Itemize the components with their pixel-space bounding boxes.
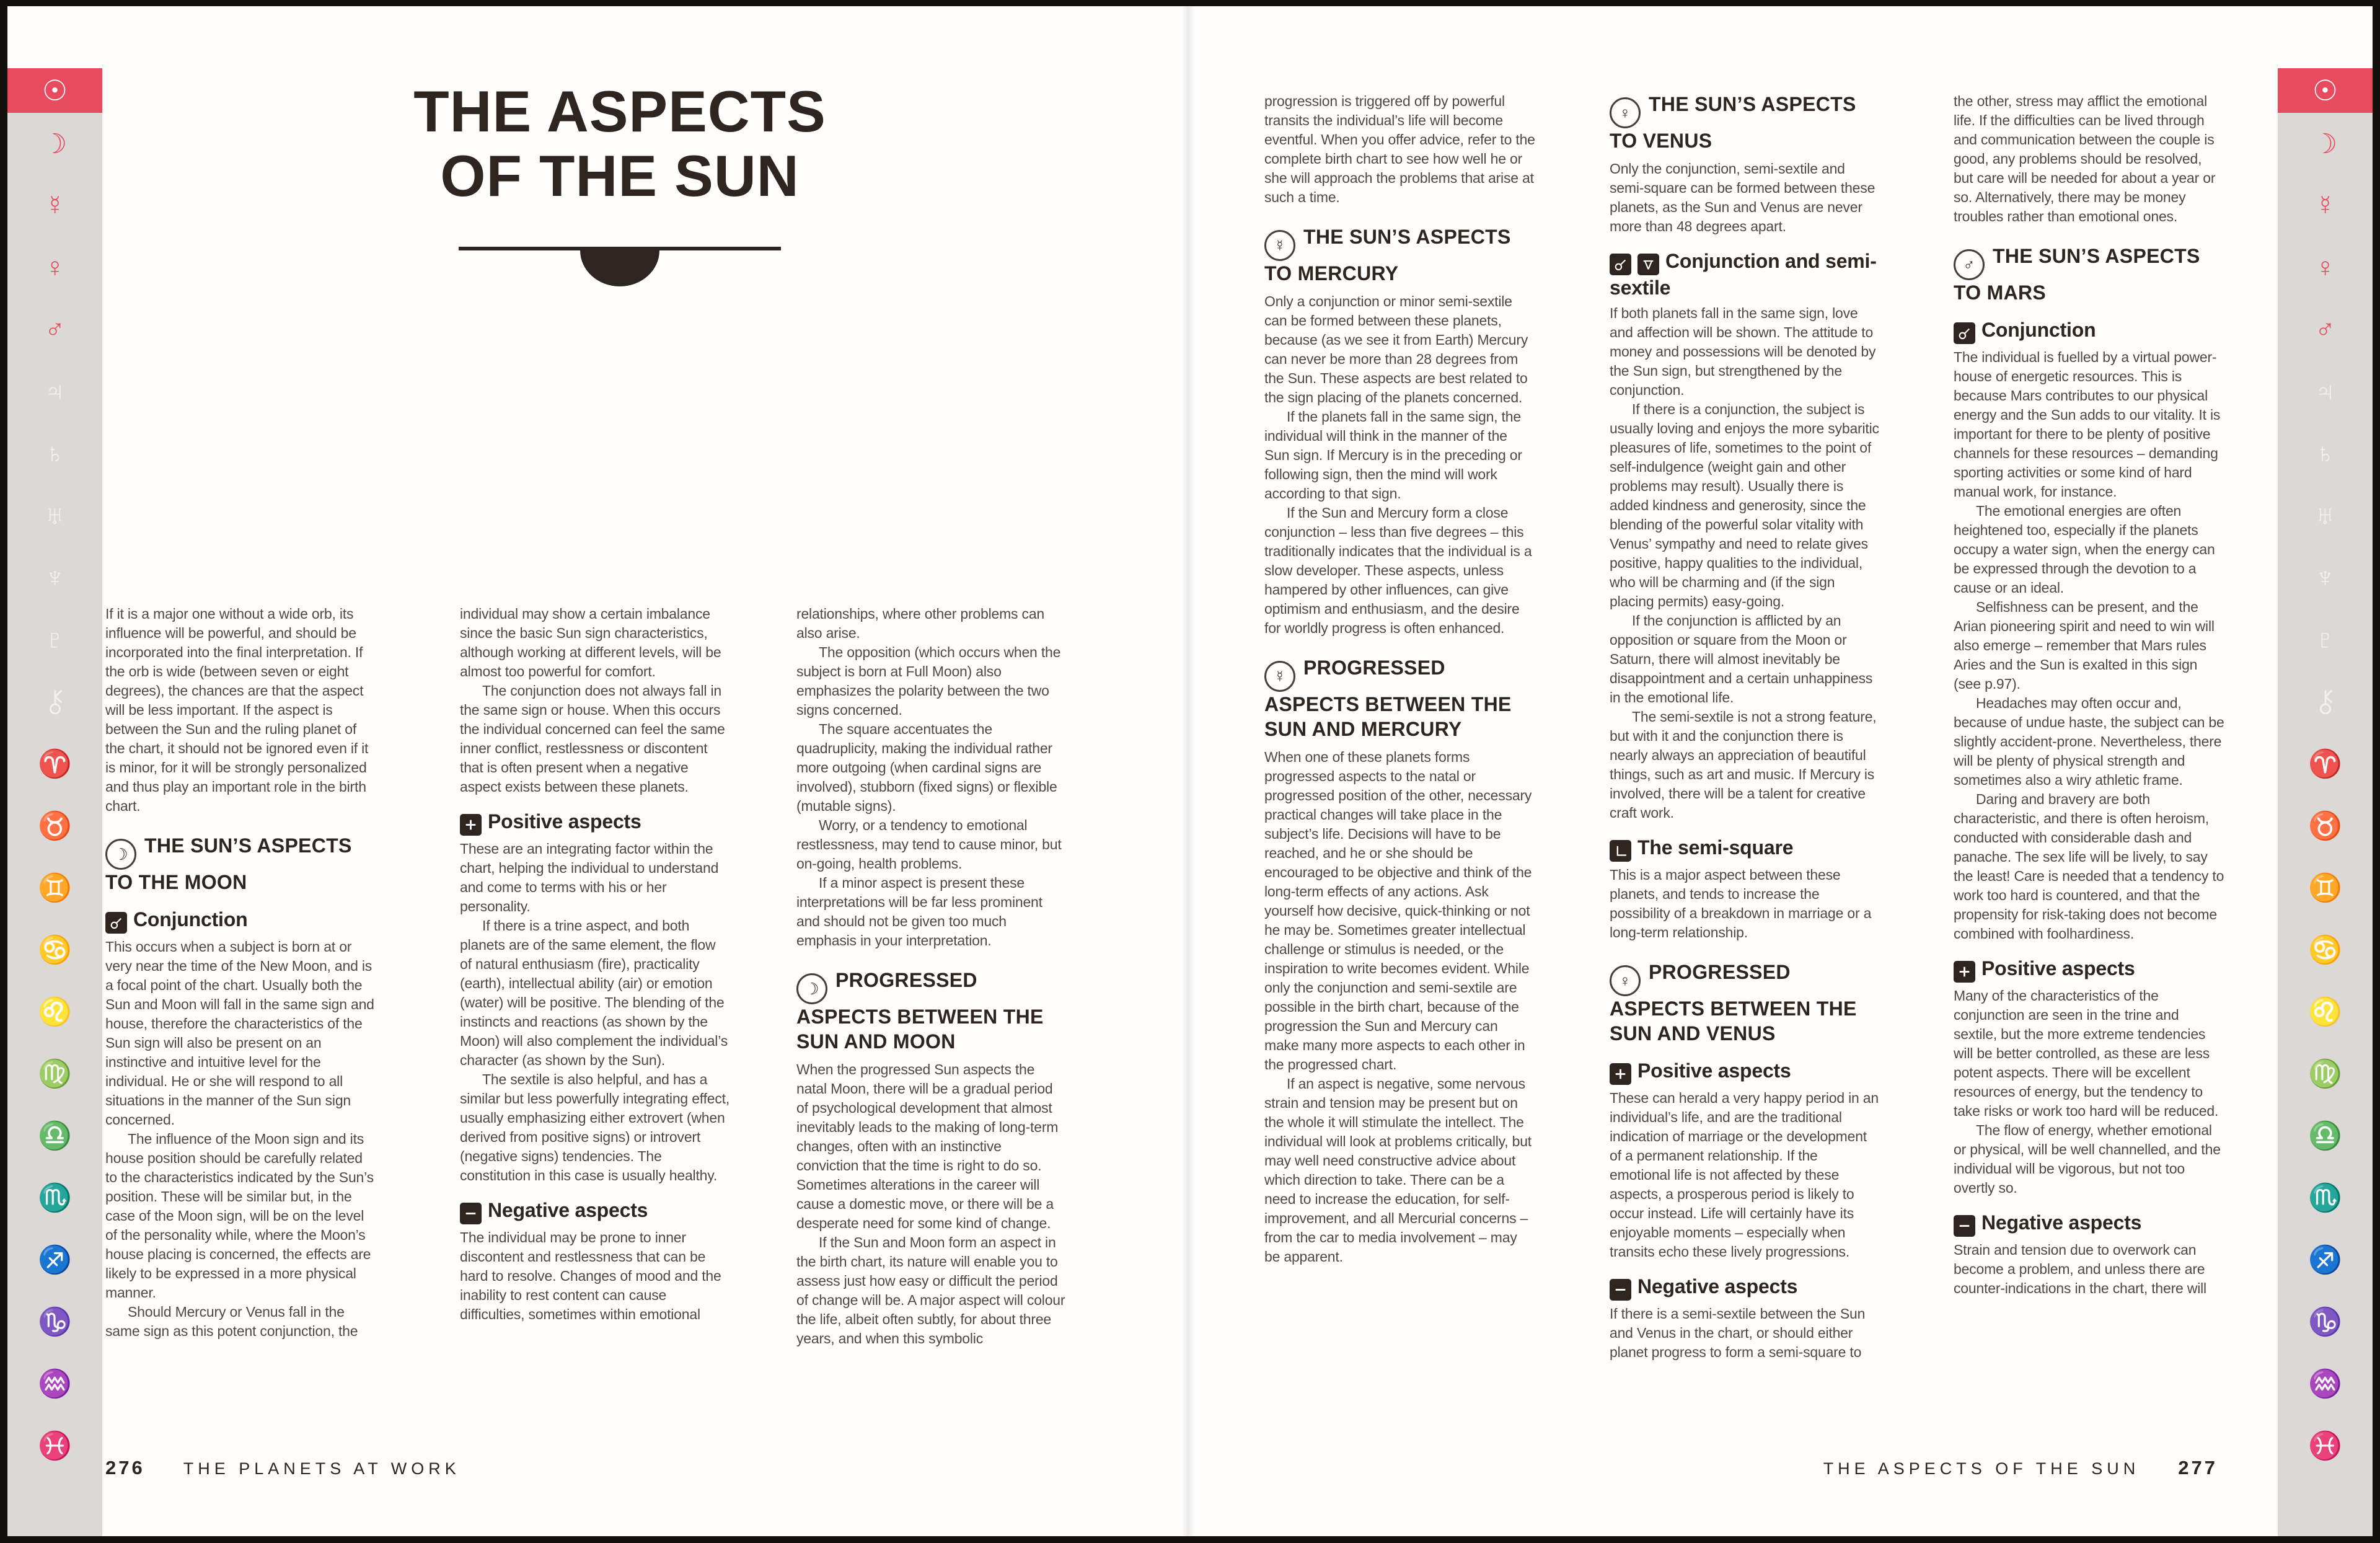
section-heading-label: THE SUN’S ASPECTS TO MARS: [1954, 245, 2200, 304]
paragraph: Only the conjunction, semi-sextile and semi-square can be formed between these planets, as the Sun and Venus are never more than 48 degrees apart.: [1610, 161, 1875, 234]
sidebar-cancer-glyph-icon: ♋: [38, 935, 72, 965]
sidebar-sagittarius-glyph-icon: ♐: [2308, 1245, 2342, 1275]
page-number-right: 277: [2178, 1457, 2218, 1479]
paragraph: If the conjunction is afflicted by an opposition or square from the Moon or Saturn, there will almost inevitably be disappointment and a certain unhappiness in the emotional life.: [1610, 612, 1873, 705]
sidebar-gemini-glyph-icon: ♊: [2308, 873, 2342, 903]
paragraph: The individual may be prone to inner discontent and restlessness that can be hard to resolve. Changes of mood and the inability to rest content can cause difficulties, sometimes within emotional: [460, 1229, 721, 1322]
sidebar-chiron-glyph-icon: [2278, 671, 2373, 733]
paragraph: If the Sun and Moon form an aspect in the birth chart, its nature will enable you to assess just how easy or difficult the period of change will be. A major aspect will colour the life, albeit often subtly, for about three years, and when this symbolic: [796, 1234, 1065, 1346]
minus-aspect-icon: [460, 1203, 482, 1224]
sub-heading: [1610, 1058, 1880, 1085]
sidebar-virgo-glyph-icon: ♍: [38, 1059, 72, 1089]
plus-aspect-icon: [1610, 1063, 1631, 1085]
sidebar-aquarius-glyph-icon: ♒: [2308, 1369, 2342, 1399]
sub-heading: [1610, 1274, 1880, 1301]
sidebar-taurus-glyph-icon: ♉: [38, 811, 72, 841]
section-heading: [1264, 655, 1535, 741]
moon-icon: ☽: [796, 973, 827, 1004]
sub-heading: [460, 809, 731, 836]
conjunction-aspect-icon: [1954, 322, 1975, 344]
sidebar-virgo-glyph-icon: ♍: [2308, 1059, 2342, 1089]
sub-heading: [1954, 1210, 2224, 1237]
sidebar-chiron-glyph-icon: [7, 671, 102, 733]
sidebar-saturn-glyph-icon: ♄: [45, 438, 65, 469]
sidebar-neptune-glyph-icon: ♆: [45, 562, 65, 593]
paragraph: These can herald a very happy period in an individual’s life, and are the traditional indication of marriage or the development of a permanent relationship. If the emotional life is not affected by these aspects, a prosperous period is likely to occur instead. Life will certainly have its enjoyable moments – especially when transits echo these lively progressions.: [1610, 1090, 1879, 1260]
paragraph: If it is a major one without a wide orb, its influence will be powerful, and should be incorporated into the final interpretation. If the orb is wide (between seven or eight degrees), the chances are that the aspect will be less important. If the aspect is between the Sun and the ruling planet of the chart, it should not be ignored even if it is minor, for it will be strongly personalized and thus play an important role in the birth chart.: [105, 606, 369, 814]
sidebar-moon-glyph-icon: ☽: [42, 128, 68, 159]
section-heading: [1264, 224, 1535, 286]
paragraph: The conjunction does not always fall in the same sign or house. When this occurs the individual concerned can feel the same inner conflict, restlessness or discontent that is often present when a negative aspect exists between these planets.: [460, 683, 725, 795]
sidebar-uranus-glyph-icon: ♅: [2315, 500, 2335, 531]
sidebar-leo-glyph-icon: ♌: [38, 997, 72, 1027]
sidebar-saturn-glyph-icon: ♄: [2315, 438, 2335, 469]
sub-heading-label: Conjunction and semi-sextile: [1610, 250, 1877, 299]
sidebar-taurus-glyph-icon: ♉: [2308, 811, 2342, 841]
sidebar-gemini-glyph-icon: ♊: [38, 873, 72, 903]
page-title: [136, 79, 1103, 208]
section-heading: [1610, 92, 1880, 153]
section-heading: [796, 968, 1067, 1054]
paragraph: If the planets fall in the same sign, the individual will think in the manner of the Sun sign. If Mercury is in the preceding or following sign, then the mind will work according to that sign.: [1264, 409, 1522, 502]
sub-heading: [460, 1198, 731, 1224]
sub-heading-label: Conjunction: [133, 908, 248, 931]
conjunction-aspect-icon: [1610, 254, 1631, 275]
sidebar-moon-glyph-icon: ☽: [2312, 128, 2338, 159]
paragraph: If there is a conjunction, the subject is usually loving and enjoys the more sybaritic pleasures of life, sometimes to the point of self-indulgence (weight gain and other problems may result). Usually there is added kindness and generosity, since the blending of the powerful solar vitality with Venus’ sympathy and need to relate gives positive, happy qualities to the individual, who will be charming and (if the sign placing permits) easy-going.: [1610, 401, 1879, 609]
venus-icon: ♀: [1610, 97, 1641, 128]
sub-heading-label: Positive aspects: [488, 810, 641, 833]
paragraph: When one of these planets forms progressed aspects to the natal or progressed position of the other, necessary practical changes will take place in the subject’s life. Decisions will have to be reached, and he or she should be encouraged to be objective and think of the long-term effects of any actions. Ask yourself how decisive, quick-thinking or not he may be. Sometimes greater intellectual challenge or stimulus is needed, or the inspiration to write becomes evident. While only the conjunction and semi-sextile are possible in the birth chart, because of the progression the Sun and Mercury can make many more aspects to each other in the progressed chart.: [1264, 749, 1532, 1072]
page-title-line1: THE ASPECTS: [413, 79, 826, 144]
sidebar-aquarius-glyph-icon: ♒: [38, 1369, 72, 1399]
section-heading-label: THE SUN’S ASPECTS TO VENUS: [1610, 93, 1856, 152]
paragraph: individual may show a certain imbalance since the basic Sun sign characteristics, although working at different levels, will be almost too powerful for comfort.: [460, 606, 721, 679]
section-heading-label: PROGRESSED ASPECTS BETWEEN THE SUN AND MERCURY: [1264, 657, 1512, 740]
sidebar-venus-glyph-icon: ♀: [45, 252, 65, 283]
left-page-column-3: [796, 604, 1067, 1348]
semisextile-aspect-icon: [1637, 254, 1659, 275]
sidebar-pisces-glyph-icon: ♓: [2308, 1431, 2342, 1461]
sidebar-jupiter-glyph-icon: ♃: [45, 376, 65, 407]
paragraph: The individual is fuelled by a virtual power-house of energetic resources. This is because Mars contributes to our physical energy and the Sun adds to our vitality. It is important for there to be plenty of positive channels for these resources – demanding sporting activities or some kind of hard manual work, for instance.: [1954, 349, 2221, 500]
sidebar-capricorn-glyph-icon: ♑: [2308, 1307, 2342, 1337]
sidebar-mars-glyph-icon: ♂: [2315, 314, 2335, 345]
minus-aspect-icon: [1954, 1215, 1975, 1237]
paragraph: If the Sun and Mercury form a close conjunction – less than five degrees – this traditionally indicates that the individual is a slow developer. These aspects, unless hampered by other influences, can give optimism and enthusiasm, and the desire for worldly progress is often enhanced.: [1264, 505, 1532, 636]
title-ornament: [459, 247, 781, 291]
paragraph: If there is a semi-sextile between the Sun and Venus in the chart, or should either planet progress to form a semi-square to: [1610, 1306, 1866, 1360]
sub-heading-label: Positive aspects: [1637, 1059, 1791, 1082]
sub-heading-label: Positive aspects: [1981, 957, 2135, 979]
paragraph: This is a major aspect between these planets, and tends to increase the possibility of a breakdown in marriage or a long-term relationship.: [1610, 867, 1872, 940]
paragraph: This occurs when a subject is born at or very near the time of the New Moon, and is a focal point of the chart. Usually both the Sun and Moon will fall in the same sign and house, therefore the characteristics of the Sun sign will also be present on an instinctive and intuitive level for the individual. He or she will respond to all situations in the manner of the Sun sign concerned.: [105, 939, 374, 1128]
sub-heading: [1610, 835, 1880, 862]
sidebar-right: [2278, 68, 2373, 1536]
ornament-semicircle: [580, 250, 659, 286]
paragraph: When the progressed Sun aspects the natal Moon, there will be a gradual period of psychological development that almost inevitably leads to the making of long-term changes, often with an instinctive conviction that the time is right to do so. Sometimes alterations in the career will cause a domestic move, or there will be a desperate need for some kind of change.: [796, 1061, 1059, 1231]
sidebar-libra-glyph-icon: ♎: [2308, 1121, 2342, 1151]
paragraph: progression is triggered off by powerful transits the individual’s life will become eventful. When you offer advice, refer to the complete birth chart to see how well he or she will approach the problems that arise at such a time.: [1264, 93, 1535, 205]
left-page-column-1: [105, 604, 376, 1341]
sidebar-aries-glyph-icon: ♈: [38, 749, 72, 779]
footer-label-left: THE PLANETS AT WORK: [183, 1459, 461, 1478]
section-heading: [105, 833, 376, 895]
section-heading-label: PROGRESSED ASPECTS BETWEEN THE SUN AND MOON: [796, 969, 1044, 1053]
paragraph: Many of the characteristics of the conjunction are seen in the trine and sextile, but the more extreme tendencies will be better controlled, as these are less potent aspects. There will be excellent resources of energy, but the tendency to take risks or work too hard will be reduced.: [1954, 988, 2219, 1119]
sidebar-neptune-glyph-icon: ♆: [2315, 562, 2335, 593]
paragraph: The semi-sextile is not a strong feature, but with it and the conjunction there is nearly always an appreciation of beautiful things, such as art and music. If Mercury is involved, there will be a talent for creative craft work.: [1610, 709, 1877, 821]
sidebar-scorpio-glyph-icon: ♏: [38, 1183, 72, 1213]
plus-aspect-icon: [1954, 961, 1975, 983]
sub-heading: [1610, 249, 1880, 300]
sub-heading-label: Negative aspects: [1637, 1275, 1798, 1298]
sidebar-cancer-glyph-icon: ♋: [2308, 935, 2342, 965]
sidebar-sun-glyph-icon: ☉: [2278, 68, 2373, 113]
sidebar-left: [7, 68, 102, 1536]
page-gutter: [1181, 6, 1195, 1536]
sidebar-jupiter-glyph-icon: ♃: [2315, 376, 2335, 407]
sub-heading-label: Conjunction: [1981, 319, 2096, 341]
paragraph: The flow of energy, whether emotional or physical, will be well channelled, and the individual will be vigorous, but not too overtly so.: [1954, 1122, 2221, 1196]
moon-icon: ☽: [105, 839, 136, 870]
page-number-left: 276: [105, 1457, 145, 1479]
section-heading: [1954, 244, 2224, 305]
section-heading: [1610, 960, 1880, 1046]
paragraph: If there is a trine aspect, and both planets are of the same element, the flow of natural enthusiasm (fire), practicality (earth), intellectual ability (air) or emotion (water) will be positive. The blending of the instincts and reactions (as shown by the Moon) will also complement the individual’s character (as shown by the Sun).: [460, 917, 728, 1068]
footer-right: [1823, 1457, 2218, 1479]
page-title-line2: OF THE SUN: [440, 143, 800, 208]
minus-aspect-icon: [1610, 1279, 1631, 1301]
sidebar-venus-glyph-icon: ♀: [2315, 252, 2335, 283]
paragraph: The square accentuates the quadruplicity, making the individual rather more outgoing (when cardinal signs are involved), stubborn (fixed signs) or flexible (mutable signs).: [796, 721, 1057, 814]
conjunction-aspect-icon: [105, 912, 127, 934]
section-heading-label: THE SUN’S ASPECTS TO MERCURY: [1264, 226, 1511, 285]
sidebar-sun-glyph-icon: ☉: [7, 68, 102, 113]
paragraph: relationships, where other problems can also arise.: [796, 606, 1045, 641]
paragraph: Daring and bravery are both characteristic, and there is often heroism, conducted with considerable dash and panache. The sex life will be lively, to say the least! Care is needed that a tendency to work too hard is countered, and that the propensity for risk-taking does not become combined with foolhardiness.: [1954, 791, 2224, 942]
paragraph: If both planets fall in the same sign, love and affection will be shown. The attitude to money and possessions will be denoted by the Sun sign, but strengthened by the conjunction.: [1610, 305, 1876, 398]
sidebar-pisces-glyph-icon: ♓: [38, 1431, 72, 1461]
sidebar-sagittarius-glyph-icon: ♐: [38, 1245, 72, 1275]
left-page-column-2: [460, 604, 731, 1324]
sub-heading: [1954, 956, 2224, 983]
paragraph: Should Mercury or Venus fall in the same sign as this potent conjunction, the: [105, 1304, 358, 1339]
sub-heading: [1954, 317, 2224, 344]
paragraph: The sextile is also helpful, and has a similar but less powerfully integrating effect, usually emphasizing either extrovert (when derived from positive signs) or introvert (negative signs) tendencies. The constitution in this case is usually healthy.: [460, 1071, 730, 1183]
sub-heading-label: Negative aspects: [488, 1199, 648, 1221]
sub-heading: [105, 907, 376, 934]
right-page-column-1: [1264, 92, 1535, 1267]
venus-icon: ♀: [1610, 965, 1641, 996]
paragraph: the other, stress may afflict the emotional life. If the difficulties can be lived through and communication between the couple is good, any problems should be resolved, but care will be needed for about a year or so. Alternatively, there may be money troubles rather than emotional ones.: [1954, 93, 2216, 224]
mercury-icon: ☿: [1264, 230, 1295, 261]
sub-heading-label: Negative aspects: [1981, 1211, 2142, 1234]
paragraph: Worry, or a tendency to emotional restlessness, may tend to cause minor, but on-going, health problems.: [796, 817, 1062, 872]
section-heading-label: PROGRESSED ASPECTS BETWEEN THE SUN AND VENUS: [1610, 961, 1857, 1045]
plus-aspect-icon: [460, 814, 482, 836]
sidebar-mercury-glyph-icon: ☿: [45, 190, 65, 221]
paragraph: If a minor aspect is present these interpretations will be far less prominent and should not be given too much emphasis in your interpretation.: [796, 875, 1042, 948]
sidebar-pluto-glyph-icon: ♇: [45, 624, 65, 655]
paragraph: The opposition (which occurs when the subject is born at Full Moon) also emphasizes the polarity between the two signs concerned.: [796, 644, 1061, 718]
sidebar-libra-glyph-icon: ♎: [38, 1121, 72, 1151]
sidebar-mercury-glyph-icon: ☿: [2315, 190, 2335, 221]
paragraph: Headaches may often occur and, because of undue haste, the subject can be slightly accident-prone. Nevertheless, there will be plenty of physical strength and sometimes also a wiry athletic frame.: [1954, 695, 2224, 788]
paragraph: Only a conjunction or minor semi-sextile can be formed between these planets, because (as we see it from Earth) Mercury can never be more than 28 degrees from the Sun. These aspects are best related to the sign placing of the planets concerned.: [1264, 293, 1528, 405]
mercury-icon: ☿: [1264, 661, 1295, 692]
sidebar-scorpio-glyph-icon: ♏: [2308, 1183, 2342, 1213]
sidebar-pluto-glyph-icon: ♇: [2315, 624, 2335, 655]
sidebar-aries-glyph-icon: ♈: [2308, 749, 2342, 779]
paragraph: Strain and tension due to overwork can become a problem, and unless there are counter-indications in the chart, there will: [1954, 1242, 2206, 1296]
sidebar-leo-glyph-icon: ♌: [2308, 997, 2342, 1027]
paragraph: If an aspect is negative, some nervous strain and tension may be present but on the whole it will stimulate the intellect. The individual will look at problems critically, but may well need constructive advice about which direction to take. There can be a need to increase the education, for self-improvement, and all Mercurial concerns – from the car to media involvement – may be apparent.: [1264, 1076, 1532, 1265]
right-page-column-3: [1954, 92, 2224, 1298]
paragraph: Selfishness can be present, and the Arian pioneering spirit and need to win will also emerge – remember that Mars rules Aries and the Sun is exalted in this sign (see p.97).: [1954, 599, 2215, 692]
right-page-column-2: [1610, 92, 1880, 1362]
sidebar-uranus-glyph-icon: ♅: [45, 500, 65, 531]
mars-icon: ♂: [1954, 249, 1985, 280]
paragraph: The influence of the Moon sign and its house position should be carefully related to the characteristics indicated by the Sun’s position. These will be similar but, in the case of the Moon sign, will be on the level of the personality while, where the Moon’s house placing is concerned, the effects are likely to be expressed in a more physical manner.: [105, 1131, 374, 1301]
section-heading-label: THE SUN’S ASPECTS TO THE MOON: [105, 834, 352, 893]
footer-left: [105, 1457, 461, 1479]
paragraph: The emotional energies are often heightened too, especially if the planets occupy a water sign, when the energy can be expressed through the devotion to a cause or an ideal.: [1954, 503, 2215, 596]
footer-label-right: THE ASPECTS OF THE SUN: [1823, 1459, 2140, 1478]
sub-heading-label: The semi-square: [1637, 836, 1794, 859]
paragraph: These are an integrating factor within the chart, helping the individual to understand and come to terms with his or her personality.: [460, 841, 719, 914]
sidebar-capricorn-glyph-icon: ♑: [38, 1307, 72, 1337]
semisquare-aspect-icon: [1610, 840, 1631, 862]
sidebar-mars-glyph-icon: ♂: [45, 314, 65, 345]
